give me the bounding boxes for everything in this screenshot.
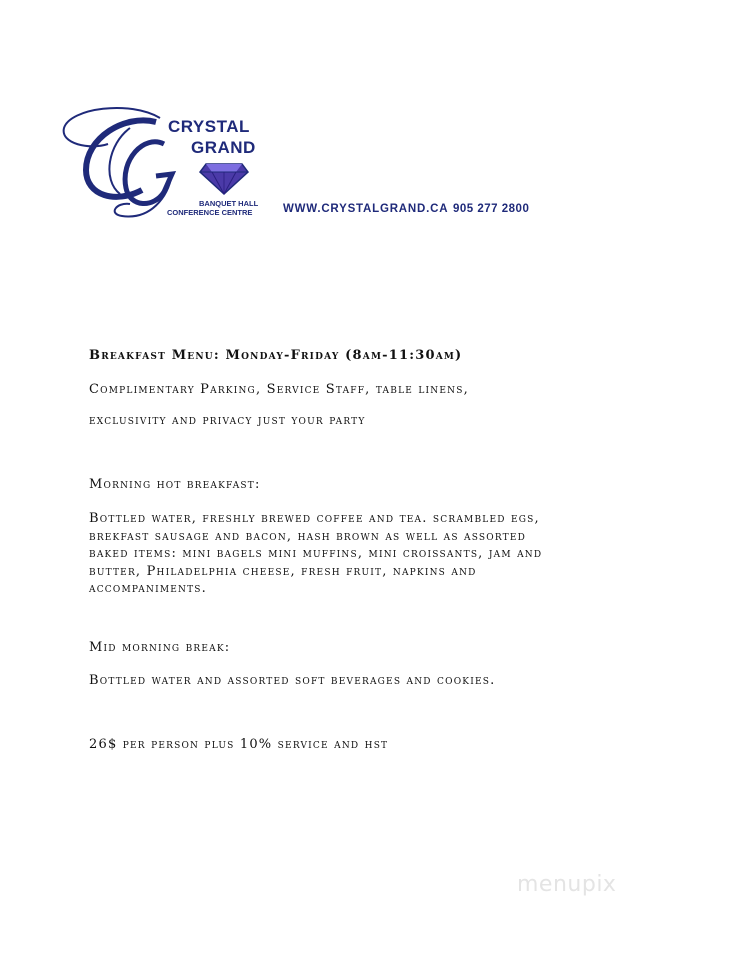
brand-subtitle-line1: BANQUET HALL (199, 199, 259, 208)
phone-number: 905 277 2800 (453, 203, 530, 215)
hot-breakfast-heading: Morning hot breakfast: (89, 477, 261, 492)
hot-line: baked items: mini bagels mini muffins, mini croissants, jam and (89, 546, 543, 561)
menupix-watermark: menupix (517, 872, 617, 897)
mid-morning-heading: Mid morning break: (89, 640, 231, 655)
diamond-icon (200, 164, 248, 194)
crystal-grand-logo (60, 104, 275, 224)
hot-line: accompaniments. (89, 581, 207, 596)
brand-subtitle-line2: CONFERENCE CENTRE (167, 208, 253, 217)
brand-name-line2: GRAND (191, 138, 256, 157)
menu-title: Breakfast Menu: Monday-Friday (8am-11:30am) (89, 348, 463, 363)
hot-line: butter, Philadelphia cheese, fresh fruit, napkins and (89, 563, 477, 579)
website-link[interactable]: WWW.CRYSTALGRAND.CA (283, 203, 449, 215)
hot-breakfast-description (89, 510, 542, 598)
hot-line: Bottled water, freshly brewed coffee and tea. scrambled egs, (89, 511, 540, 526)
intro-line-2: exclusivity and privacy just your party (89, 413, 366, 428)
hot-line: brekfast sausage and bacon, hash brown as well as assorted (89, 528, 527, 544)
intro-line-1: Complimentary Parking, Service Staff, table linens, (89, 382, 469, 397)
mid-morning-description: Bottled water and assorted soft beverages and cookies. (89, 673, 496, 688)
brand-name-line1: CRYSTAL (168, 117, 250, 136)
price-line: 26$ per person plus 10% service and hst (89, 737, 389, 752)
